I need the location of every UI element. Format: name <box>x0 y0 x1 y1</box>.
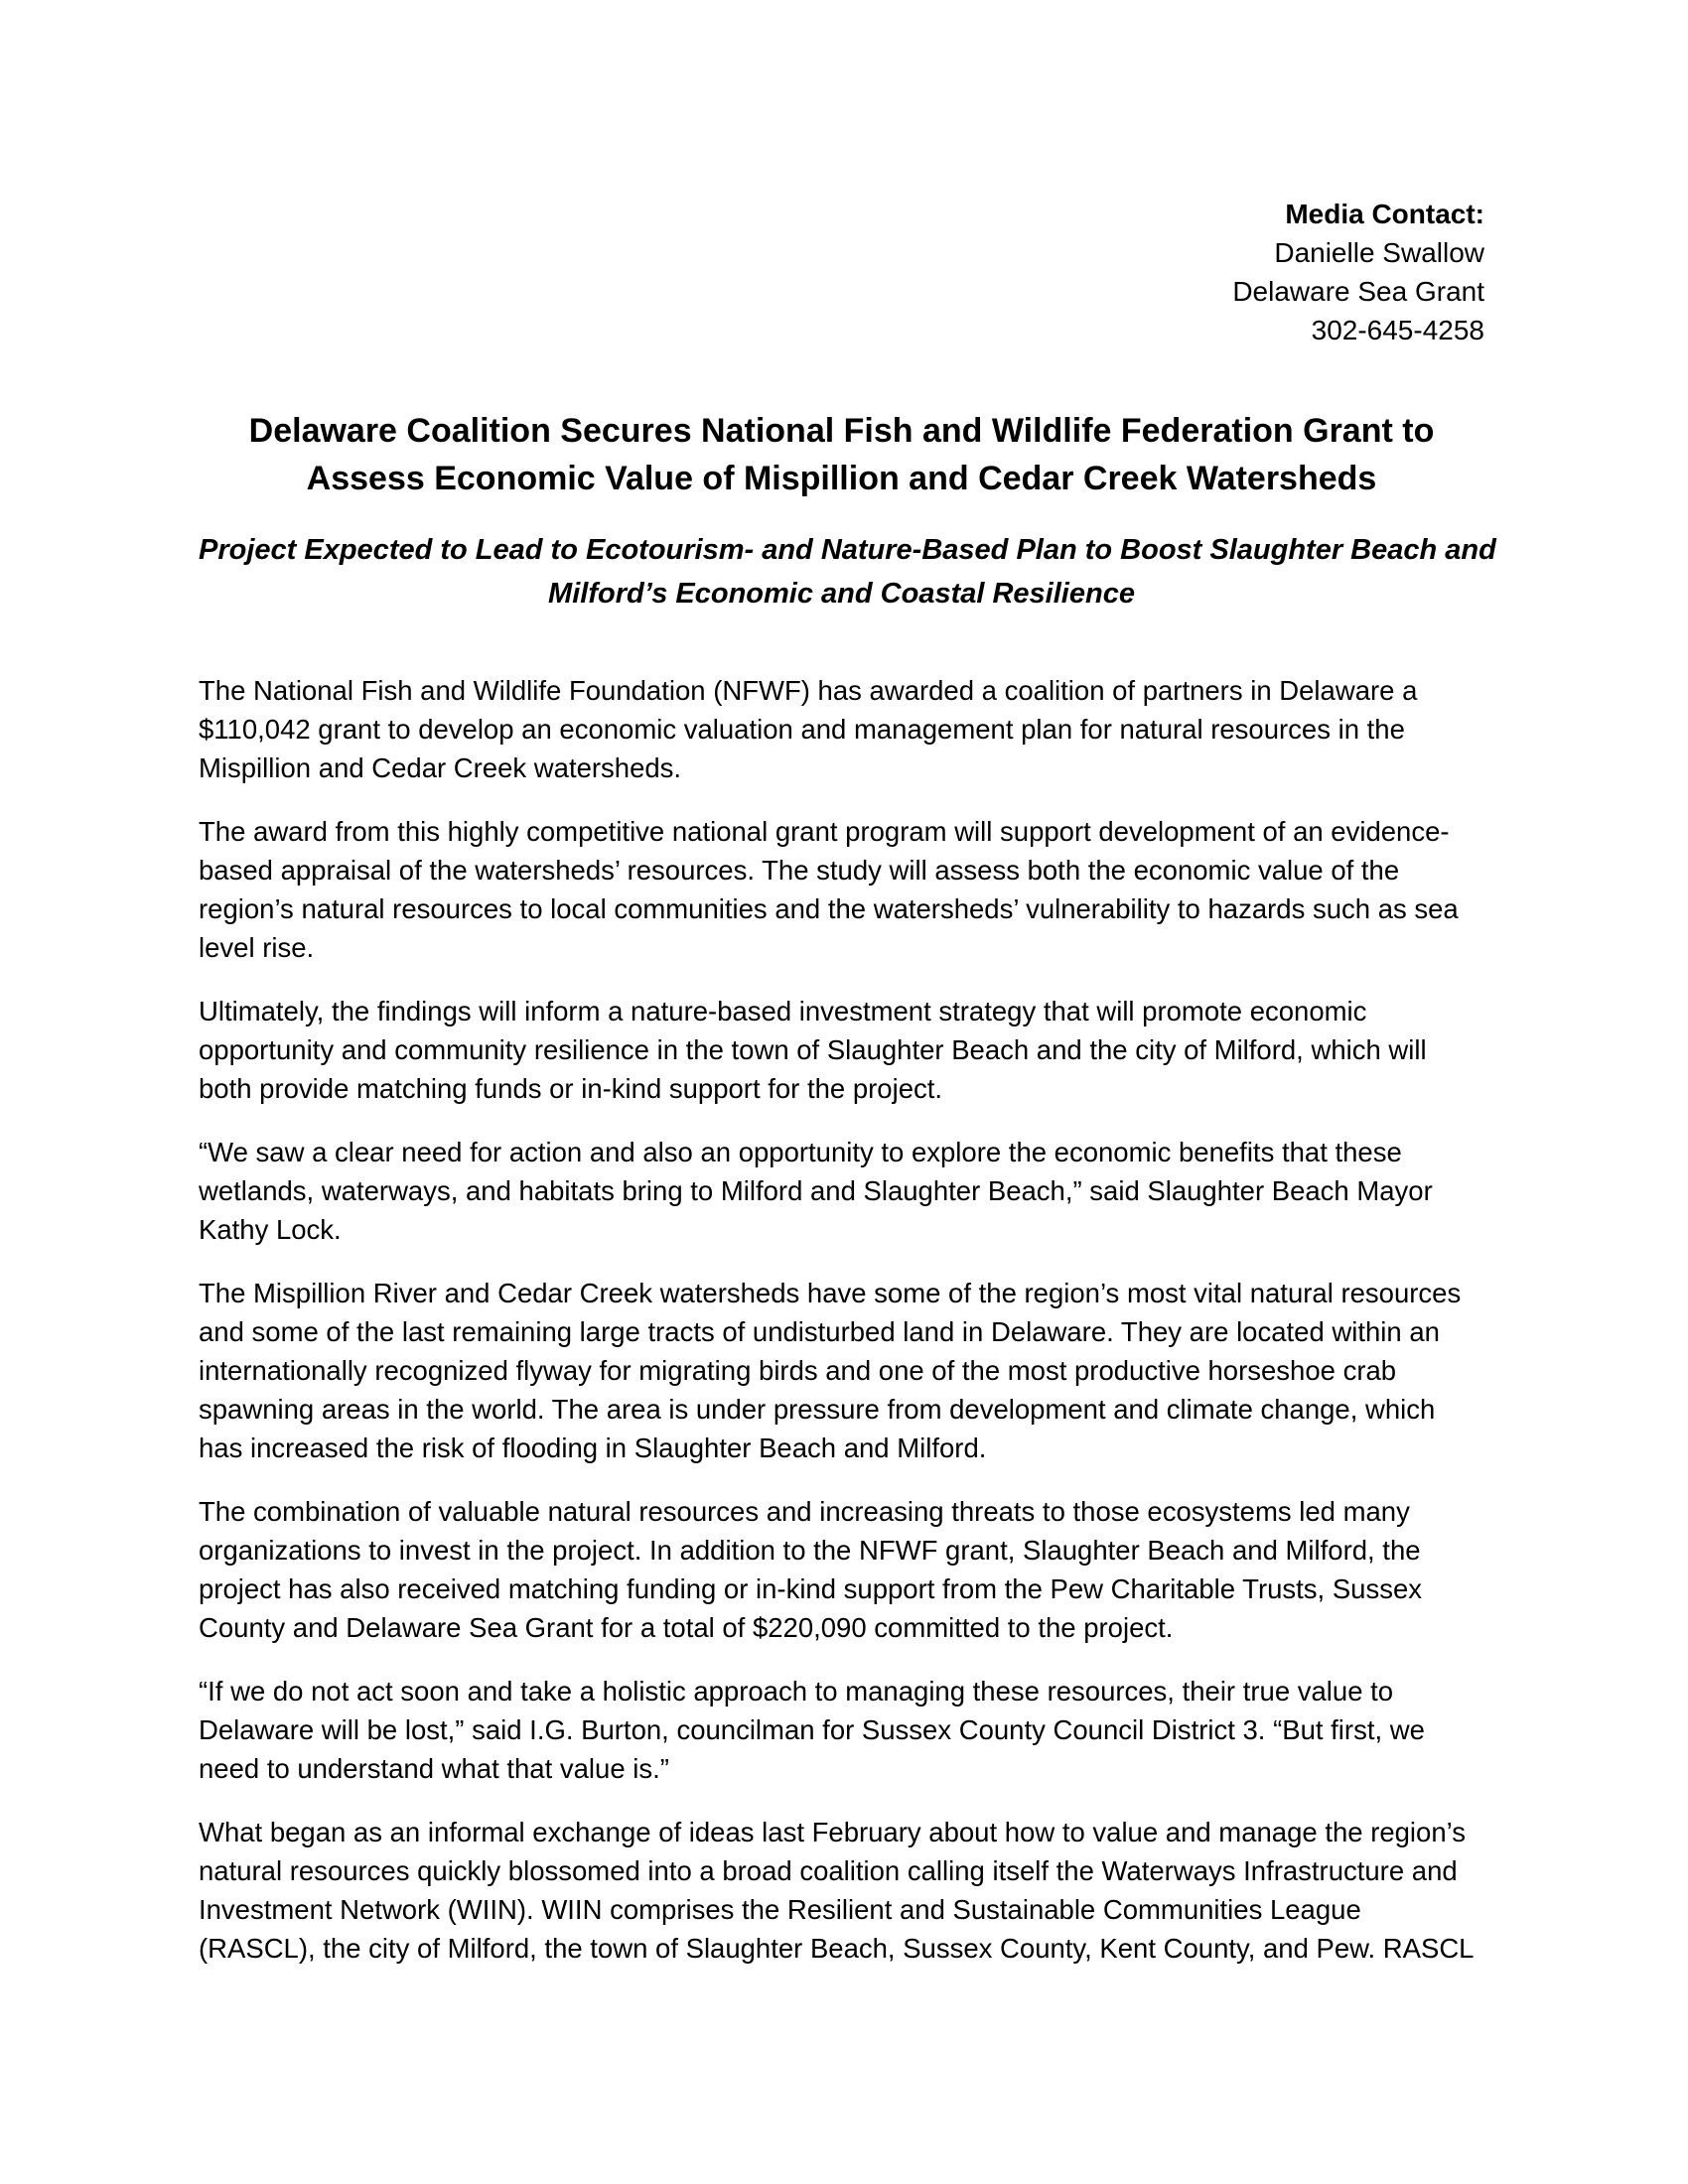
media-contact-name: Danielle Swallow <box>1274 237 1484 268</box>
media-contact-label: Media Contact: <box>1285 199 1484 229</box>
body-paragraph: “We saw a clear need for action and also an opportunity to explore the economic benefits that these wetlands, waterways, and habitats bring to Milford and Slaughter Beach,” said Slaughter Beach Mayor Kathy Lock. <box>199 1137 1433 1245</box>
subhead-line: Milford’s Economic and Coastal Resilience <box>548 578 1135 610</box>
press-release-body <box>199 671 1484 1968</box>
body-paragraph: “If we do not act soon and take a holistic approach to managing these resources, their true value to Delaware will be lost,” said I.G. Burton, councilman for Sussex County Council District 3. “But first, we need to understand what that value is.” <box>199 1676 1425 1784</box>
headline-line: Assess Economic Value of Mispillion and Cedar Creek Watersheds <box>306 460 1377 497</box>
press-release-headline <box>199 407 1484 502</box>
body-paragraph: The award from this highly competitive national grant program will support development of an evidence-based appraisal of the watersheds’ resources. The study will assess both the economic value of the region’s natural resources to local communities and the watersheds’ vulnerability to hazards such as sea level rise. <box>199 816 1459 963</box>
subhead-line: Project Expected to Lead to Ecotourism- and Nature-Based Plan to Boost Slaughter Beach and <box>199 534 1496 566</box>
body-paragraph: What began as an informal exchange of ideas last February about how to value and manage the region’s natural resources quickly blossomed into a broad coalition calling itself the Waterways Infrastructure and Investment Network (WIIN). WIIN comprises the Resilient and Sustainable Communities League (RASCL), the city of Milford, the town of Slaughter Beach, Sussex County, Kent County, and Pew. RASCL <box>199 1817 1475 1964</box>
body-paragraph: The combination of valuable natural resources and increasing threats to those ecosystems led many organizations to invest in the project. In addition to the NFWF grant, Slaughter Beach and Milford, the project has also received matching funding or in-kind support from the Pew Charitable Trusts, Sussex County and Delaware Sea Grant for a total of $220,090 committed to the project. <box>199 1496 1422 1643</box>
body-paragraph: Ultimately, the findings will inform a nature-based investment strategy that will promote economic opportunity and community resilience in the town of Slaughter Beach and the city of Milford, which will both provide matching funds or in-kind support for the project. <box>199 996 1427 1104</box>
body-paragraph: The Mispillion River and Cedar Creek watersheds have some of the region’s most vital natural resources and some of the last remaining large tracts of undisturbed land in Delaware. They are located within an internationally recognized flyway for migrating birds and one of the most productive horseshoe crab spawning areas in the world. The area is under pressure from development and climate change, which has increased the risk of flooding in Slaughter Beach and Milford. <box>199 1278 1462 1463</box>
headline-line: Delaware Coalition Secures National Fish and Wildlife Federation Grant to <box>248 412 1435 450</box>
body-paragraph: The National Fish and Wildlife Foundation (NFWF) has awarded a coalition of partners in Delaware a $110,042 grant to develop an economic valuation and management plan for natural resources in the Mispillion and Cedar Creek watersheds. <box>199 675 1418 783</box>
media-contact-phone: 302-645-4258 <box>1311 315 1484 345</box>
media-contact-organization: Delaware Sea Grant <box>1232 276 1484 307</box>
press-release-subhead <box>199 528 1496 615</box>
media-contact-block <box>199 195 1484 349</box>
